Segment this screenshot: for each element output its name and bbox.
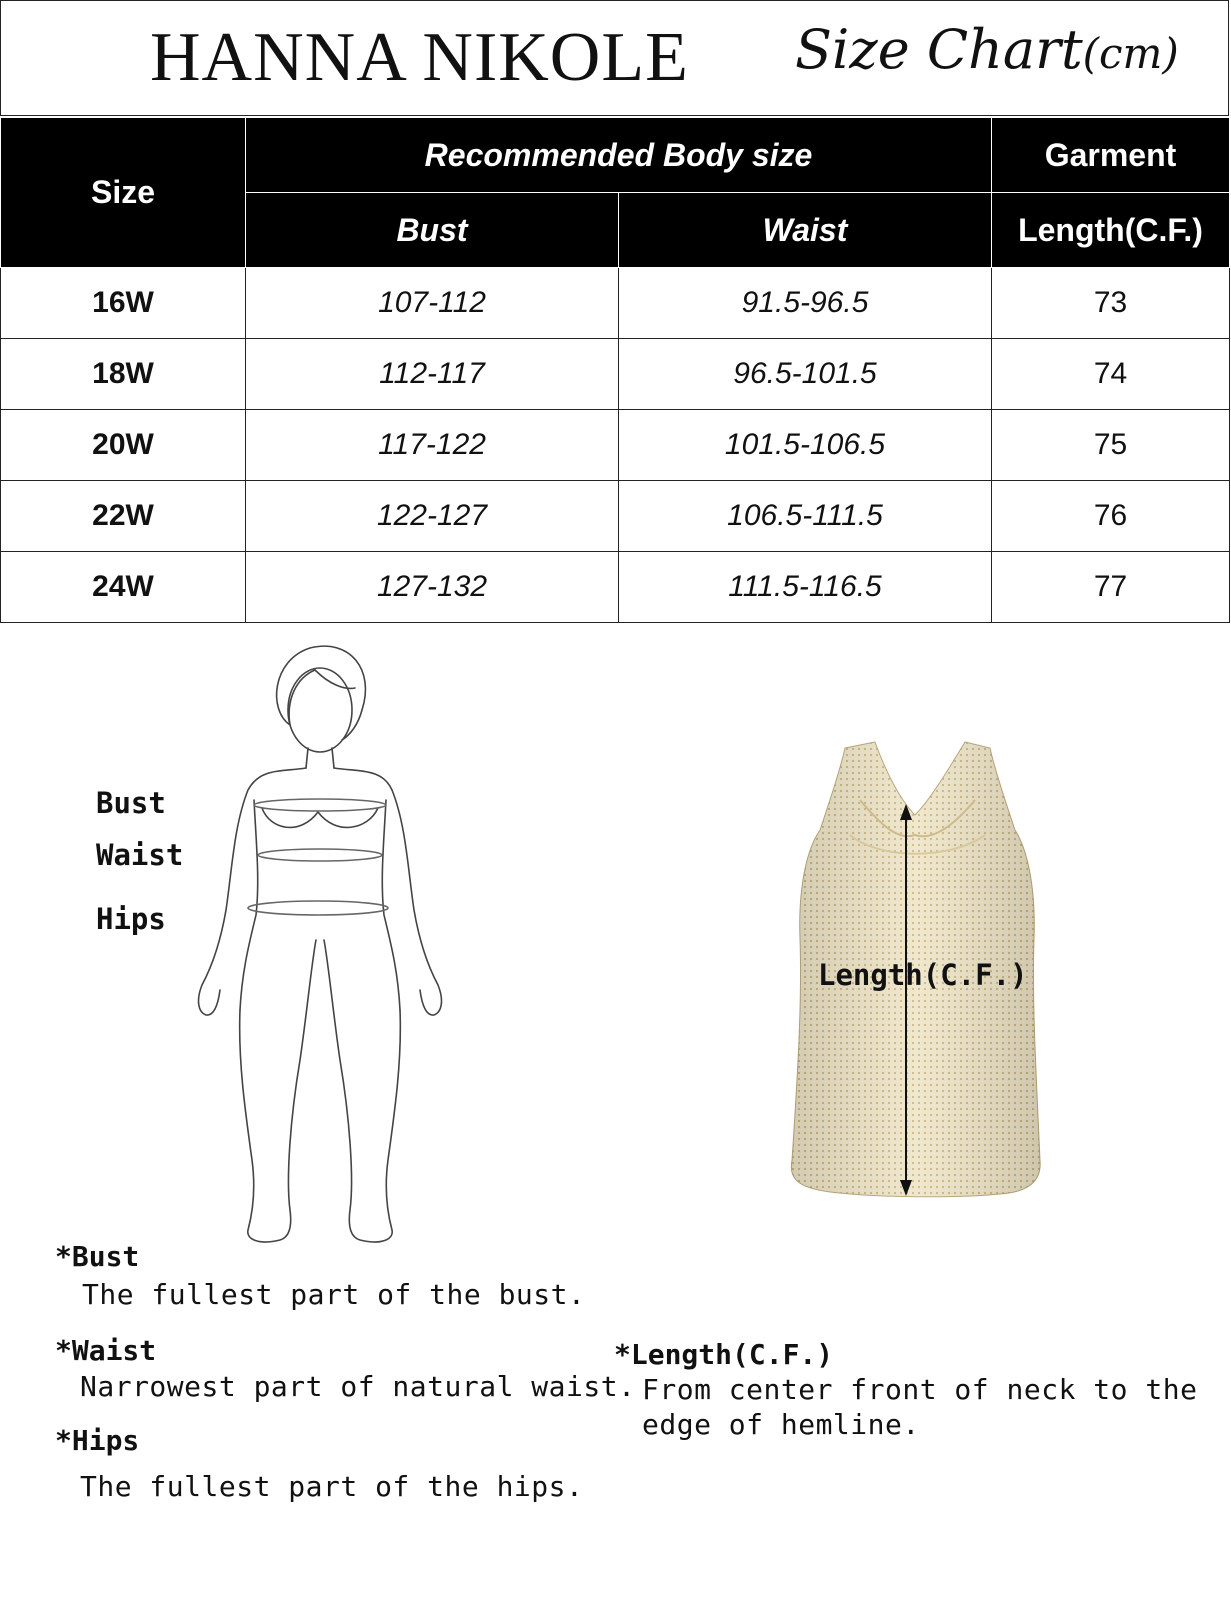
- size-table: [0, 117, 1230, 623]
- table-row: [1, 552, 1230, 623]
- garment-group-header: Garment: [992, 118, 1230, 193]
- definition-length-text-1: From center front of neck to the: [642, 1373, 1198, 1406]
- table-row: [1, 268, 1230, 339]
- body-figure-illustration: [190, 640, 460, 1260]
- waist-cell: 91.5-96.5: [619, 268, 992, 339]
- length-cell: 75: [992, 410, 1230, 481]
- waist-cell: 96.5-101.5: [619, 339, 992, 410]
- size-cell: 16W: [1, 268, 246, 339]
- length-cell: 77: [992, 552, 1230, 623]
- garment-label-length: Length(C.F.): [818, 958, 1028, 992]
- length-cell: 73: [992, 268, 1230, 339]
- bust-cell: 117-122: [246, 410, 619, 481]
- brand-name: HANNA NIKOLE: [150, 19, 689, 96]
- definition-hips-text: The fullest part of the hips.: [80, 1470, 584, 1503]
- bust-cell: 112-117: [246, 339, 619, 410]
- figure-label-hips: Hips: [96, 902, 166, 936]
- definition-hips-title: *Hips: [55, 1424, 140, 1457]
- bust-cell: 127-132: [246, 552, 619, 623]
- definition-waist-title: *Waist: [55, 1334, 157, 1367]
- definition-length-text-2: edge of hemline.: [642, 1408, 920, 1441]
- chart-title-text: Size Chart: [795, 18, 1083, 81]
- definition-bust-title: *Bust: [55, 1240, 140, 1273]
- chart-title: [795, 18, 1179, 81]
- table-row: [1, 339, 1230, 410]
- body-size-group-header: Recommended Body size: [246, 118, 992, 193]
- definition-waist-text: Narrowest part of natural waist.: [80, 1370, 636, 1403]
- figure-label-bust: Bust: [96, 786, 166, 820]
- waist-cell: 106.5-111.5: [619, 481, 992, 552]
- size-cell: 22W: [1, 481, 246, 552]
- chart-unit: (cm): [1082, 29, 1179, 78]
- waist-cell: 101.5-106.5: [619, 410, 992, 481]
- length-cell: 76: [992, 481, 1230, 552]
- bust-cell: 122-127: [246, 481, 619, 552]
- definition-bust-text: The fullest part of the bust.: [82, 1278, 586, 1311]
- bust-cell: 107-112: [246, 268, 619, 339]
- bust-column-header: Bust: [246, 193, 619, 268]
- table-row: [1, 481, 1230, 552]
- length-column-header: Length(C.F.): [992, 193, 1230, 268]
- definition-length-title: *Length(C.F.): [614, 1338, 834, 1371]
- size-cell: 24W: [1, 552, 246, 623]
- size-cell: 18W: [1, 339, 246, 410]
- length-cell: 74: [992, 339, 1230, 410]
- waist-column-header: Waist: [619, 193, 992, 268]
- table-row: [1, 410, 1230, 481]
- figure-label-waist: Waist: [96, 838, 184, 872]
- size-cell: 20W: [1, 410, 246, 481]
- waist-cell: 111.5-116.5: [619, 552, 992, 623]
- size-column-header: Size: [1, 118, 246, 268]
